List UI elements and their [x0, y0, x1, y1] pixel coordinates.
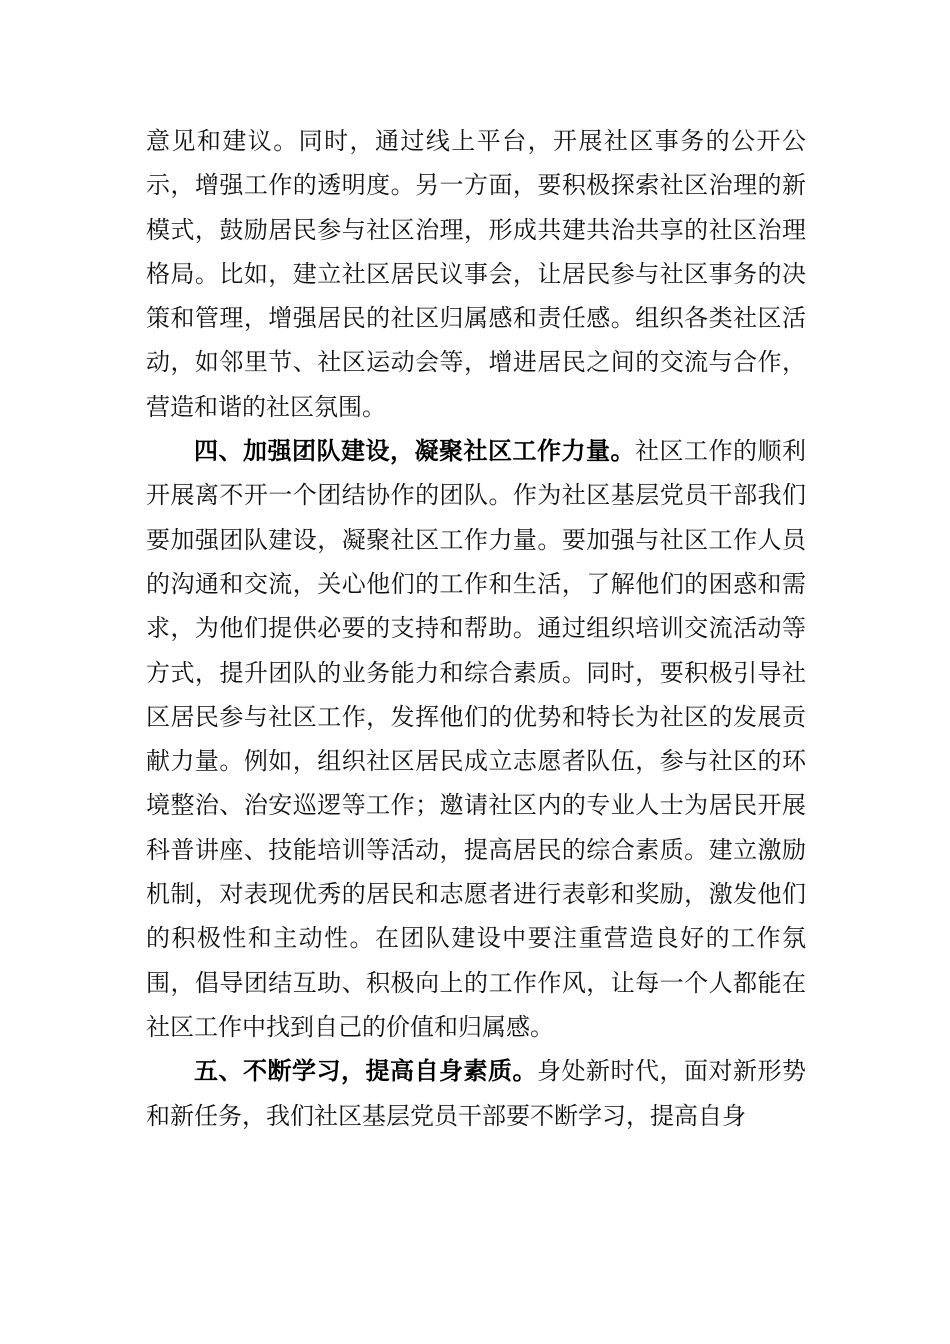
paragraph-text: 身处新时代，面对新形势和新任务，我们社区基层党员干部要不断学习，提高自身 [146, 1057, 806, 1130]
paragraph-section-five [146, 1049, 806, 1138]
section-heading-four: 四、加强团队建设，凝聚社区工作力量。 [194, 437, 635, 466]
paragraph-text: 意见和建议。同时，通过线上平台，开展社区事务的公开公示，增强工作的透明度。另一方面，要积极探索社区治理的新模式，鼓励居民参与社区治理，形成共建共治共享的社区治理格局。比如，建立社区居民议事会，让居民参与社区事务的决策和管理，增强居民的社区归属感和责任感。组织各类社区活动，如邻里节、社区运动会等，增进居民之间的交流与合作，营造和谐的社区氛围。 [146, 127, 806, 421]
section-heading-five: 五、不断学习，提高自身素质。 [194, 1057, 537, 1086]
paragraph-section-four [146, 429, 806, 1049]
document-body [146, 119, 806, 1138]
paragraph-continuation [146, 119, 806, 429]
paragraph-text: 社区工作的顺利开展离不开一个团结协作的团队。作为社区基层党员干部我们要加强团队建设，凝聚社区工作力量。要加强与社区工作人员的沟通和交流，关心他们的工作和生活，了解他们的困惑和需求，为他们提供必要的支持和帮助。通过组织培训交流活动等方式，提升团队的业务能力和综合素质。同时，要积极引导社区居民参与社区工作，发挥他们的优势和特长为社区的发展贡献力量。例如，组织社区居民成立志愿者队伍，参与社区的环境整治、治安巡逻等工作；邀请社区内的专业人士为居民开展科普讲座、技能培训等活动，提高居民的综合素质。建立激励机制，对表现优秀的居民和志愿者进行表彰和奖励，激发他们的积极性和主动性。在团队建设中要注重营造良好的工作氛围，倡导团结互助、积极向上的工作作风，让每一个人都能在社区工作中找到自己的价值和归属感。 [146, 437, 806, 1041]
